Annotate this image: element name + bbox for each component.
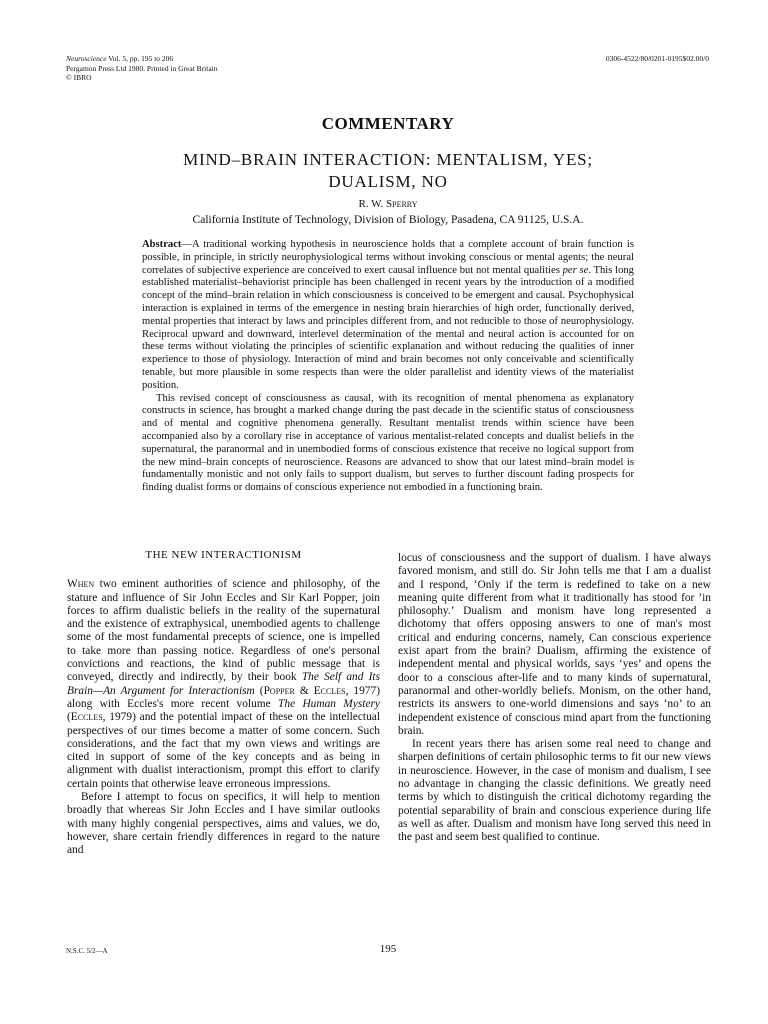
abstract-paragraph-1 (142, 239, 634, 393)
publisher-line: Pergamon Press Ltd 1980. Printed in Great Britain (66, 63, 218, 73)
author-name: R. W. Sperry (358, 198, 418, 210)
body-paragraph: Before I attempt to focus on specifics, it will help to mention broadly that whereas Sir John Eccles and I have similar outlooks with many highly congenial perspectives, aims and values, we do, however, share certain friendly differences in regard to the nature and (67, 791, 380, 857)
body-text: , 1979) and the potential impact of these on the intellectual perspectives of our times become a matter of some concern. Such considerations, and the fact that my own views and writings are cited in support of some of the key concepts and as being in alignment with dualist interactionism, prompt this effort to clarify certain points that otherwise leave erroneous impressions. (67, 711, 380, 790)
section-label: COMMENTARY (321, 114, 455, 133)
abstract-paragraph-2: This revised concept of consciousness as causal, with its recognition of mental phenomena as explanatory constructs in science, has brought a marked change during the past decade in the scientific status of consciousness and of mental and cognitive phenomena generally. Resultant mentalist trends within science have been accompanied also by a corollary rise in acceptance of various mentalist-related concepts and dualist beliefs in the supernatural, the paranormal and in unembodied forms of conscious existence that receive no logical support from the new mind–brain concepts of neuroscience. Reasons are advanced to show that our latest mind–brain model is fundamentally monistic and not only fails to support dualism, but serves to further discount fading prospects for finding dualist forms or domains of conscious experience not embodied in a functioning brain. (142, 392, 634, 494)
title-line-1: MIND–BRAIN INTERACTION: MENTALISM, YES; (183, 150, 593, 169)
citation-authors: Eccles (70, 711, 103, 724)
body-text: ( (254, 684, 264, 697)
body-text: , 1977) along with Eccles's more recent volume (67, 684, 380, 710)
title-line-2: DUALISM, NO (328, 172, 448, 191)
footer-code: N.S.C. 5/2—A (66, 947, 108, 955)
journal-volume: Vol. 5, pp. 195 to 206 (106, 54, 174, 63)
article-title (0, 149, 768, 193)
abstract-text: —A traditional working hypothesis in neuroscience holds that a complete account of brain function is possible, in principle, in strictly neurophysiological terms without invoking conscious or mental agents; the neural correlates of subjective experience are conceived to exert causal influence but not mental qualities (142, 239, 634, 276)
body-paragraph: In recent years there has arisen some real need to change and sharpen definitions of certain philosophic terms to fit our new views in neuroscience. However, in the case of monism and dualism, I see no advantage in changing the classic definitions. We greatly need terms by which to distinguish the critical dichotomy regarding the potential separability of brain and conscious experience during life as well as after. Dualism and monism have long served this need in the past and seem best qualified to continue. (398, 738, 711, 844)
citation-authors: Popper & Eccles (263, 684, 346, 697)
page-number: 195 (379, 943, 397, 955)
author-affiliation: California Institute of Technology, Division of Biology, Pasadena, CA 91125, U.S.A. (192, 214, 584, 226)
journal-citation (66, 54, 218, 64)
abstract-text: . This long established materialist–behaviorist principle has been challenged in recent years by the introduction of a modified concept of the mind–brain relation in which consciousness is conceived to be emergent and causal. Psychophysical interaction is explained in terms of the emergence in nesting brain hierarchies of high order, functionally derived, mental properties that interact by laws and principles different from, and not reducible to those of neurophysiology. Reciprocal upward and downward, interlevel determination of the mental and neural action is accounted for on these terms without violating the principles of scientific explanation and without reducing the qualities of inner experience to those of physiology. Interaction of mind and brain becomes not only conceivable and scientifically tenable, but more plausible in some respects than were the older parallelist and identity views of the materialist position. (142, 264, 634, 391)
journal-name: Neuroscience (66, 54, 107, 63)
book-title: The Self and Its Brain—An Argument for Interactionism (67, 671, 381, 697)
book-title: The Human Mystery (278, 697, 380, 710)
abstract-emphasis: per se (562, 264, 589, 276)
abstract (142, 239, 634, 495)
abstract-label: Abstract (142, 239, 182, 250)
right-column (398, 552, 711, 845)
left-column (67, 549, 380, 858)
body-text: two eminent authorities of science and philosophy, of the stature and influence of Sir John Eccles and Sir Karl Popper, join forces to affirm dualistic beliefs in the reality of the supernatural and the existence of extraphysical, unembodied agents to challenge some of the most fundamental precepts of science, one is impelled to take more than passing notice. Regardless of one's personal convictions and reactions, the kind of public message that is conveyed, directly and indirectly, by their book (67, 578, 380, 684)
article-code: 0306-4522/80/0201-0195$02.00/0 (605, 54, 709, 63)
body-paragraph (67, 578, 380, 791)
copyright-line: © IBRO (66, 73, 92, 82)
body-text: ( (67, 711, 71, 724)
section-heading: THE NEW INTERACTIONISM (145, 549, 302, 561)
journal-header (66, 54, 218, 83)
drop-word: When (67, 578, 95, 591)
body-paragraph: locus of consciousness and the support of dualism. I have always favored monism, and still do. Sir John tells me that I am a dualist and I respond, ‘Only if the term is redefined to take on a new meaning quite different from what it traditionally has stood for ’in philosophy.’ Dualism and monism have long represented a dichotomy that offers opposing answers to one of man's most critical and enduring concerns, namely, Can conscious experience exist apart from the brain? Dualism, affirming the existence of independent mental and physical worlds, says ‘yes’ and opens the door to a conscious after-life and to many kinds of supernatural, paranormal and other-worldly beliefs. Monism, on the other hand, restricts its answers to one-world dimensions and says ‘no’ to an independent existence of conscious mind apart from the functioning brain. (398, 552, 711, 737)
